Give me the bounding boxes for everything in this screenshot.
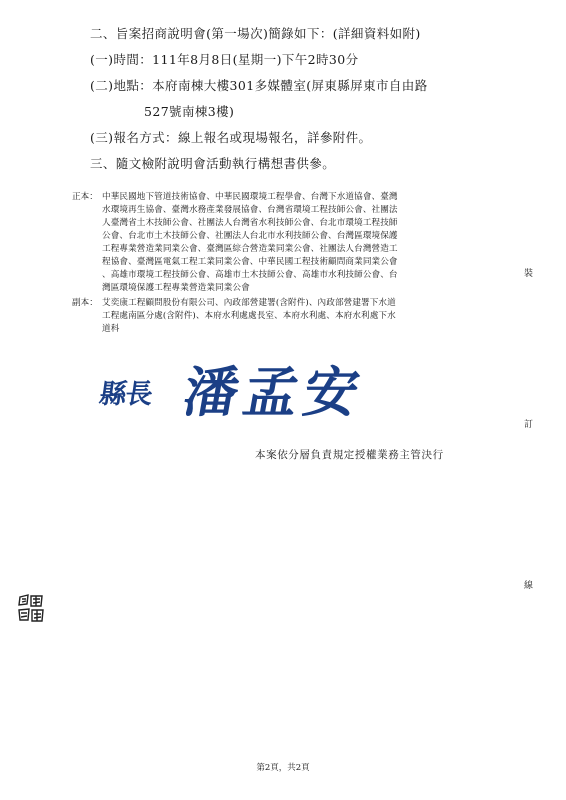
item-registration: (三)報名方式：線上報名或現場報名，詳參附件。 — [90, 130, 372, 145]
recipients-list — [102, 191, 398, 295]
binding-mark-3: 線 — [524, 581, 534, 591]
signature-name: 潘孟安 — [178, 360, 371, 424]
cc-label: 副本： — [72, 298, 98, 308]
recipients-label: 正本： — [72, 192, 98, 202]
item-location: (二)地點：本府南棟大樓301多媒體室(屏東縣屏東市自由路 — [90, 78, 428, 93]
cc-line: 艾奕康工程顧問股份有限公司、內政部營建署(含附件)、內政部營建署下水道 — [102, 298, 396, 308]
binding-mark-2: 訂 — [524, 420, 534, 430]
item-attachment: 三、隨文檢附說明會活動執行構想書供參。 — [90, 156, 336, 171]
recipient-line: 灣區環境保護工程專業營造業同業公會 — [102, 283, 250, 293]
recipient-line: 程協會、臺灣區電氣工程工業同業公會、中華民國工程技術顧問商業同業公會 — [102, 257, 398, 267]
recipient-line: 水環境再生協會、臺灣水務產業發展協會、台灣省環境工程技師公會、社團法 — [102, 205, 398, 215]
item-time: (一)時間：111年8月8日(星期一)下午2時30分 — [90, 52, 359, 67]
cc-line: 工程處南區分處(含附件)、本府水利處處長室、本府水利處、本府水利處下水 — [102, 311, 396, 321]
recipient-line: 工程專業營造業同業公會、臺灣區綜合營造業同業公會、社團法人台灣營造工 — [102, 244, 398, 254]
recipient-line: 人臺灣省土木技師公會、社團法人台灣省水利技師公會、台北市環境工程技師 — [102, 218, 398, 228]
cc-line: 道科 — [102, 324, 120, 334]
handwritten-seal-icon — [16, 592, 46, 624]
signature-title: 縣長 — [97, 379, 154, 410]
item-meeting-record: 二、旨案招商說明會(第一場次)簡錄如下：(詳細資料如附) — [90, 26, 421, 41]
recipient-line: 中華民國地下管道技術協會、中華民國環境工程學會、台灣下水道協會、臺灣 — [102, 192, 398, 202]
item-location-cont: 527號南棟3樓) — [144, 104, 235, 119]
authorization-note: 本案依分層負責規定授權業務主管決行 — [255, 449, 444, 461]
recipient-line: 、高雄市環境工程技師公會、高雄市土木技師公會、高雄市水利技師公會、台 — [102, 270, 398, 280]
binding-mark-1: 裝 — [524, 269, 534, 279]
page-number: 第2頁，共2頁 — [256, 763, 310, 773]
recipient-line: 公會、台北市土木技師公會、社團法人台北市水利技師公會、台灣區環境保護 — [102, 231, 398, 241]
cc-list — [102, 297, 396, 336]
